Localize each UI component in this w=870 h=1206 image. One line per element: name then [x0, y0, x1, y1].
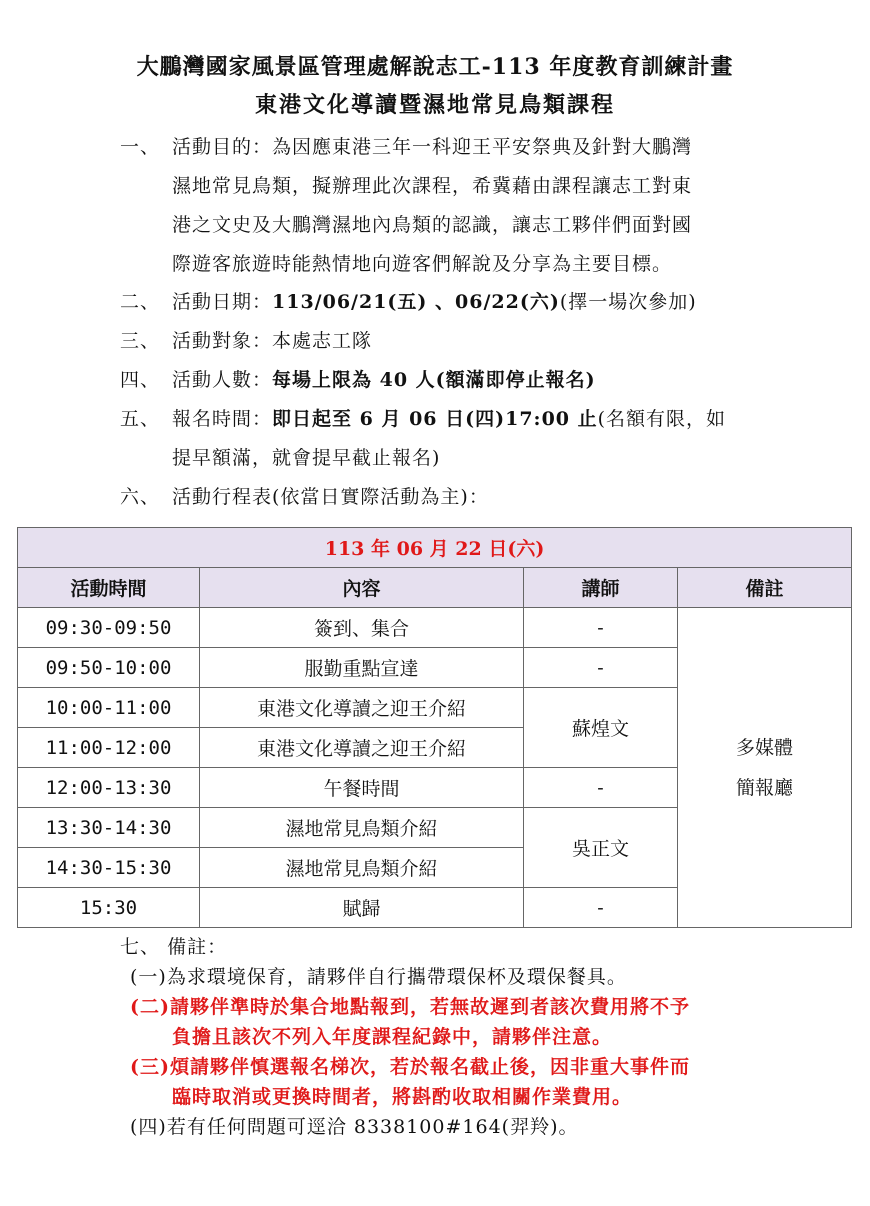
row-time: 09:30-09:50 [18, 608, 200, 648]
audience-value: 本處志工隊 [272, 330, 373, 352]
row-time: 14:30-15:30 [18, 848, 200, 888]
row-content: 簽到、集合 [200, 608, 524, 648]
registration-note: (名額有限，如 [597, 408, 727, 430]
header-time: 活動時間 [18, 568, 200, 608]
table-row [18, 608, 852, 648]
row-speaker: - [524, 648, 678, 688]
note-item-warning: (三)煩請夥伴慎選報名梯次，若於報名截止後，因非重大事件而 [130, 1056, 690, 1078]
notes-section [120, 932, 820, 1142]
row-speaker: 蘇煌文 [524, 688, 678, 768]
header-remark: 備註 [678, 568, 852, 608]
purpose-line: 活動目的：為因應東港三年一科迎王平安祭典及針對大鵬灣 [172, 136, 693, 158]
section-purpose [120, 128, 780, 284]
row-time: 12:00-13:30 [18, 768, 200, 808]
row-content: 濕地常見鳥類介紹 [200, 808, 524, 848]
note-item-warning-cont: 臨時取消或更換時間者，將斟酌收取相關作業費用。 [172, 1086, 633, 1108]
row-content: 東港文化導讀之迎王介紹 [200, 688, 524, 728]
section-number: 一、 [120, 136, 161, 158]
purpose-line: 港之文史及大鵬灣濕地內鳥類的認識，讓志工夥伴們面對國 [172, 214, 693, 236]
note-item-warning-cont: 負擔且該次不列入年度課程紀錄中，請夥伴注意。 [172, 1026, 613, 1048]
section-number: 七、 [120, 936, 161, 958]
date-note: (擇一場次參加) [559, 291, 697, 313]
audience-label: 活動對象： [172, 330, 273, 352]
notes-label: 備註： [167, 936, 228, 958]
registration-label: 報名時間： [172, 408, 273, 430]
header-speaker: 講師 [524, 568, 678, 608]
row-speaker: - [524, 768, 678, 808]
section-number: 六、 [120, 486, 161, 508]
registration-deadline: 即日起至 6 月 06 日(四)17:00 止 [272, 408, 598, 430]
schedule-date: 113 年 06 月 22 日(六) [18, 528, 852, 568]
table-date-row [18, 528, 852, 568]
notes-heading [120, 932, 820, 962]
section-audience [120, 322, 780, 361]
section-number: 二、 [120, 291, 161, 313]
row-time: 15:30 [18, 888, 200, 928]
section-number: 三、 [120, 330, 161, 352]
schedule-table [17, 527, 852, 928]
row-speaker: 吳正文 [524, 808, 678, 888]
capacity-label: 活動人數： [172, 369, 273, 391]
row-speaker: - [524, 608, 678, 648]
note-item-contact: (四)若有任何問題可逕洽 8338100#164(羿羚)。 [130, 1116, 579, 1138]
row-content: 賦歸 [200, 888, 524, 928]
section-registration [120, 400, 780, 478]
note-item-warning: (二)請夥伴準時於集合地點報到，若無故遲到者該次費用將不予 [130, 996, 690, 1018]
row-speaker: - [524, 888, 678, 928]
section-number: 四、 [120, 369, 161, 391]
row-content: 午餐時間 [200, 768, 524, 808]
remark-line: 多媒體 [736, 736, 794, 759]
date-label: 活動日期： [172, 291, 273, 313]
row-remark [678, 608, 852, 928]
row-time: 09:50-10:00 [18, 648, 200, 688]
header-content: 內容 [200, 568, 524, 608]
capacity-value: 每場上限為 40 人(額滿即停止報名) [272, 369, 596, 391]
date-value: 113/06/21(五) 、06/22(六) [272, 291, 560, 313]
row-time: 10:00-11:00 [18, 688, 200, 728]
schedule-label: 活動行程表(依當日實際活動為主)： [172, 486, 489, 508]
row-content: 服勤重點宣達 [200, 648, 524, 688]
document-subtitle: 東港文化導讀暨濕地常見鳥類課程 [254, 92, 615, 118]
document-title: 大鵬灣國家風景區管理處解說志工-113 年度教育訓練計畫 [136, 54, 734, 80]
row-time: 13:30-14:30 [18, 808, 200, 848]
section-schedule [120, 478, 780, 517]
purpose-line: 濕地常見鳥類，擬辦理此次課程，希冀藉由課程讓志工對東 [172, 175, 693, 197]
purpose-line: 際遊客旅遊時能熱情地向遊客們解說及分享為主要目標。 [172, 253, 673, 275]
section-number: 五、 [120, 408, 161, 430]
registration-note-line2: 提早額滿，就會提早截止報名) [172, 447, 441, 469]
row-time: 11:00-12:00 [18, 728, 200, 768]
table-header-row [18, 568, 852, 608]
section-capacity [120, 361, 780, 400]
note-item: (一)為求環境保育，請夥伴自行攜帶環保杯及環保餐具。 [130, 966, 627, 988]
section-date [120, 283, 780, 322]
row-content: 東港文化導讀之迎王介紹 [200, 728, 524, 768]
row-content: 濕地常見鳥類介紹 [200, 848, 524, 888]
remark-line: 簡報廳 [736, 776, 794, 799]
